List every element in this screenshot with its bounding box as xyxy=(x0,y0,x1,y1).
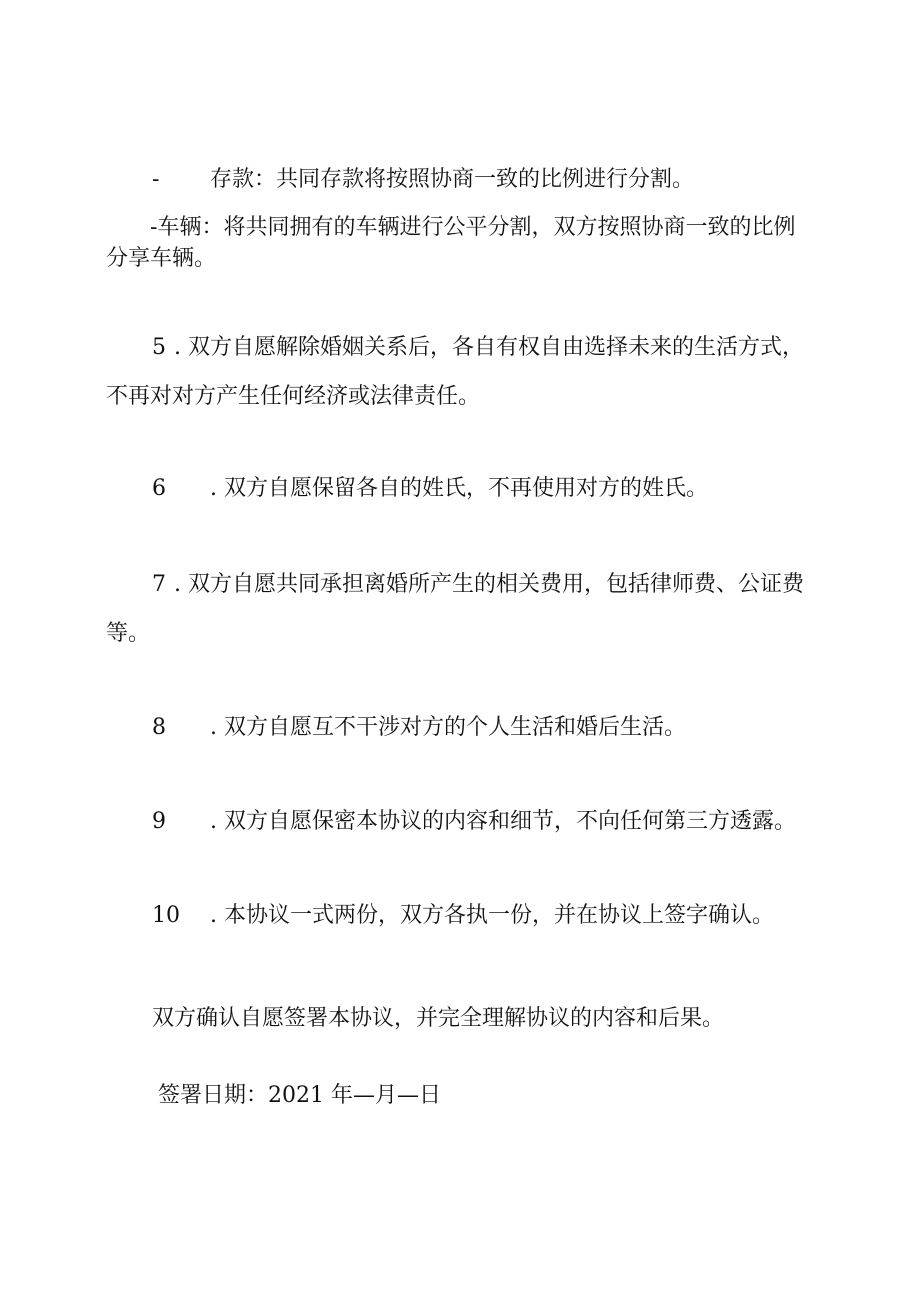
item-text: 车辆：将共同拥有的车辆进行公平分割，双方按照协商一致的比例 xyxy=(157,215,796,240)
clause-number: 10 xyxy=(152,903,180,928)
item-marker: - xyxy=(152,167,160,192)
clause-number: 5 xyxy=(152,335,166,360)
clause-text: 等。 xyxy=(106,621,151,646)
clause-6 xyxy=(152,472,708,505)
clause-text: . 双方自愿互不干涉对方的个人生活和婚后生活。 xyxy=(210,715,686,740)
clause-7-line2 xyxy=(106,617,150,650)
item-marker: - xyxy=(150,215,158,240)
clause-7-line1 xyxy=(152,568,804,601)
signing-date-text: 签署日期：2021 年—月—日 xyxy=(158,1083,441,1108)
clause-number: 6 xyxy=(152,476,166,501)
list-item-vehicles-line2 xyxy=(106,242,216,275)
clause-number: 7 xyxy=(152,572,166,597)
list-item-savings xyxy=(152,163,694,196)
list-item-vehicles-line1 xyxy=(150,211,795,244)
clause-number: 9 xyxy=(152,809,166,834)
clause-8 xyxy=(152,711,686,744)
confirmation-text: 双方确认自愿签署本协议，并完全理解协议的内容和后果。 xyxy=(152,1006,725,1031)
clause-5-line1 xyxy=(152,331,804,364)
clause-text: . 双方自愿保留各自的姓氏，不再使用对方的姓氏。 xyxy=(210,476,708,501)
clause-10 xyxy=(152,899,774,932)
clause-9 xyxy=(152,805,796,838)
confirmation-statement xyxy=(152,1002,724,1035)
item-text: 分享车辆。 xyxy=(106,246,217,271)
clause-text: . 双方自愿解除婚姻关系后，各自有权自由选择未来的生活方式， xyxy=(174,335,804,360)
clause-text: . 双方自愿保密本协议的内容和细节，不向任何第三方透露。 xyxy=(210,809,796,834)
clause-text: 不再对对方产生任何经济或法律责任。 xyxy=(106,384,481,409)
clause-number: 8 xyxy=(152,715,166,740)
clause-5-line2 xyxy=(106,380,480,413)
signing-date xyxy=(158,1079,441,1112)
clause-text: . 本协议一式两份，双方各执一份，并在协议上签字确认。 xyxy=(210,903,774,928)
clause-text: . 双方自愿共同承担离婚所产生的相关费用，包括律师费、公证费 xyxy=(174,572,804,597)
item-text: 存款：共同存款将按照协商一致的比例进行分割。 xyxy=(210,167,695,192)
